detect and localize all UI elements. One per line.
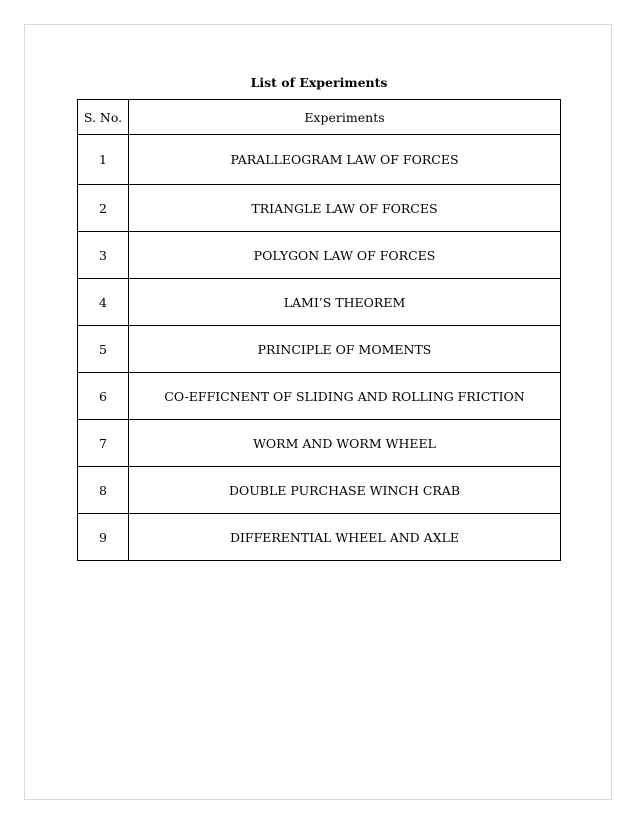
table-row: [78, 279, 561, 326]
table-row: [78, 420, 561, 467]
row-experiment: DIFFERENTIAL WHEEL AND AXLE: [129, 514, 561, 561]
row-sno: 7: [78, 420, 129, 467]
header-sno: S. No.: [78, 100, 129, 135]
table-row: [78, 326, 561, 373]
row-sno: 2: [78, 185, 129, 232]
row-sno: 8: [78, 467, 129, 514]
table-row: [78, 514, 561, 561]
experiments-table: [77, 99, 561, 561]
table-row: [78, 373, 561, 420]
table-row: [78, 135, 561, 185]
document-title: List of Experiments: [250, 75, 388, 90]
header-experiments: Experiments: [129, 100, 561, 135]
table-header-row: [78, 100, 561, 135]
row-experiment: CO-EFFICNENT OF SLIDING AND ROLLING FRICTION: [129, 373, 561, 420]
table-row: [78, 467, 561, 514]
row-sno: 6: [78, 373, 129, 420]
table-row: [78, 232, 561, 279]
row-experiment: PRINCIPLE OF MOMENTS: [129, 326, 561, 373]
row-experiment: POLYGON LAW OF FORCES: [129, 232, 561, 279]
table-row: [78, 185, 561, 232]
row-sno: 5: [78, 326, 129, 373]
row-sno: 4: [78, 279, 129, 326]
row-experiment: TRIANGLE LAW OF FORCES: [129, 185, 561, 232]
row-experiment: LAMI’S THEOREM: [129, 279, 561, 326]
row-sno: 9: [78, 514, 129, 561]
row-experiment: WORM AND WORM WHEEL: [129, 420, 561, 467]
row-experiment: DOUBLE PURCHASE WINCH CRAB: [129, 467, 561, 514]
row-sno: 1: [78, 135, 129, 185]
row-experiment: PARALLEOGRAM LAW OF FORCES: [129, 135, 561, 185]
row-sno: 3: [78, 232, 129, 279]
